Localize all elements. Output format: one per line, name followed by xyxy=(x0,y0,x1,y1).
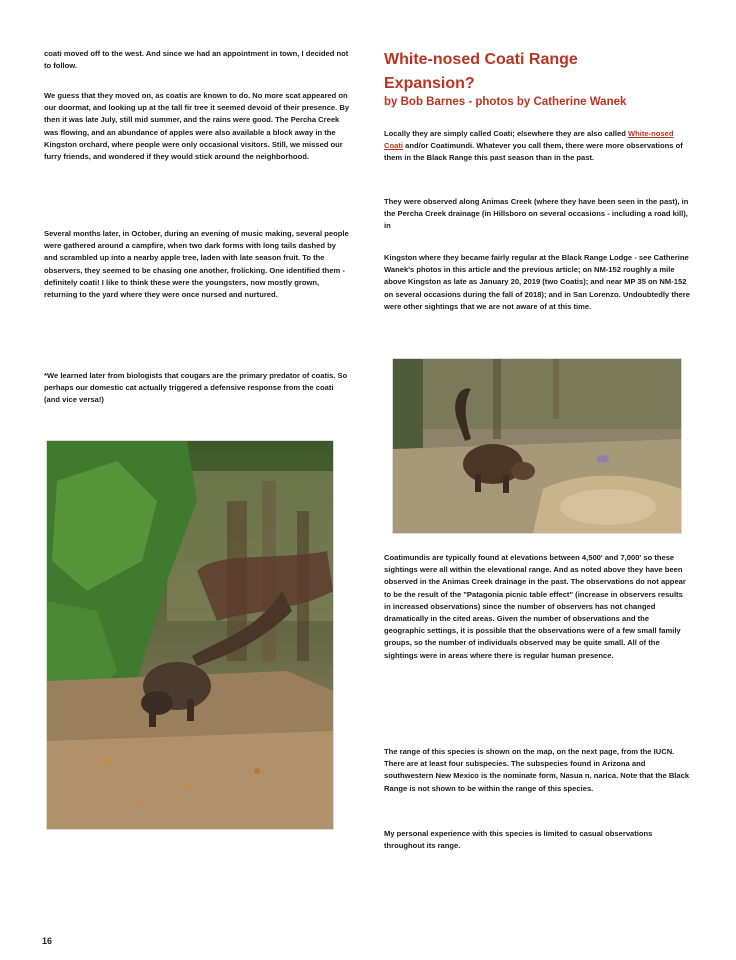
right-paragraph-3: Kingston where they became fairly regular at the Black Range Lodge - see Catherine Wanek's photos in this article and the previous article; on NM-152 roughly a mile above Kingston as late as January 20, 2019 (two Coatis); and near MP 35 on NM-152 on several occasions during the fall of 2018); and in San Lorenzo. Undoubtedly there were other sightings that we are not aware of at this time. xyxy=(384,253,690,311)
left-paragraph-4: *We learned later from biologists that cougars are the primary predator of coatis. So perhaps our domestic cat actually triggered a defensive response from the coati (and vice versa!) xyxy=(44,371,348,405)
left-paragraph-3: Several months later, in October, during an evening of music making, several people were gathered around a campfire, when two dark forms with long tails dashed by and scrambled up into a nearby apple tree, laden with late season fruit. To the observers, they seemed to be chasing one another, frolicking. One identified them - definitely coati! I like to think these were the youngsters, now mostly grown, returning to the yard where they were once nursed and nurtured. xyxy=(44,229,349,300)
coati-in-garden-photo xyxy=(46,440,334,830)
right-paragraph-1 xyxy=(384,128,690,165)
left-paragraph-2: We guess that they moved on, as coatis are known to do. No more scat appeared on our doormat, and looking up at the tall fir tree it seemed devoid of their presence. By then it was late July, still mid summer, and the rains were good. The Percha Creek was flowing, and an abundance of apples were also available a block away in the Kingston orchard, where people were only occasional visitors. Still, we missed our furry friends, and wondered if they would stick around the neighborhood. xyxy=(44,91,350,162)
page-number: 16 xyxy=(42,936,53,946)
white-nosed-coati-link[interactable]: White-nosed Coati xyxy=(384,129,674,151)
paragraph-1-text-b: and/or Coatimundi. Whatever you call them, there were more observations of them in the Black Range this past season than in the past. xyxy=(384,141,683,163)
article-byline: by Bob Barnes - photos by Catherine Wanek xyxy=(384,96,627,108)
coati-at-lodge-photo xyxy=(392,358,682,534)
paragraph-1-text-a: Locally they are simply called Coati; elsewhere they are also called xyxy=(384,129,628,138)
right-paragraph-6: My personal experience with this species is limited to casual observations throughout its range. xyxy=(384,829,653,851)
article-title-line-1: White-nosed Coati Range xyxy=(384,51,578,68)
left-paragraph-1: coati moved off to the west. And since we had an appointment in town, I decided not to follow. xyxy=(44,49,349,71)
right-paragraph-5: The range of this species is shown on the map, on the next page, from the IUCN. There are at least four subspecies. The subspecies found in Arizona and southwestern New Mexico is the nominate form, Nasua n. narica. Note that the Black Range is not shown to be within the range of this species. xyxy=(384,747,690,793)
article-title-line-2: Expansion? xyxy=(384,75,475,92)
right-paragraph-4: Coatimundis are typically found at elevations between 4,500' and 7,000' so these sightings were all within the elevational range. And as noted above they have been observed in the Animas Creek drainage in the past. The observations do not appear to be the result of the "Patagonia picnic table effect" (increase in observers results in increased observations) since the number of observers has not changed dramatically in the cited areas. Given the number of observations and the geographic settings, it is possible that the observations were of a few small family groups, so the number of individuals observed may be quite small. All of the sightings were in areas where there is regular human presence. xyxy=(384,553,686,660)
right-paragraph-2: They were observed along Animas Creek (where they have been seen in the past), in the Percha Creek drainage (in Hillsboro on several occasions - including a road kill), in xyxy=(384,197,689,231)
